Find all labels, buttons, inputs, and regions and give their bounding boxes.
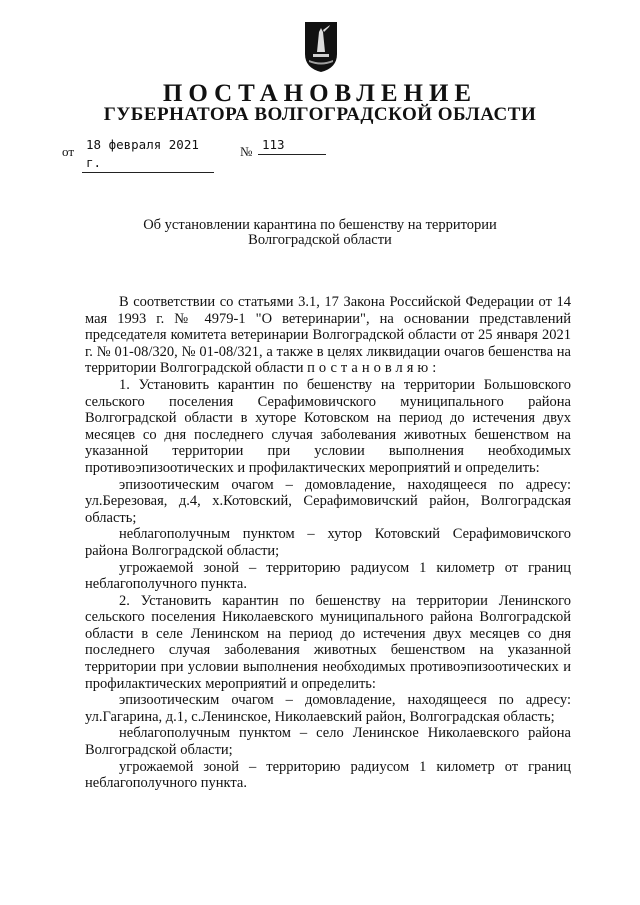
document-date: 18 февраля 2021 г.: [82, 136, 214, 173]
subject-line-1: Об установлении карантина по бешенству на территории: [143, 217, 497, 233]
clause-2: 2. Установить карантин по бешенству на территории Ленинского сельского поселения Николаевского муниципального района Волгоградской области в селе Ленинском на период до истечения двух месяцев со дня последнего случая заболевания животных бешенством на указанной территории при условии выполнения необходимых противоэпизоотических и профилактических мероприятий и определить:: [85, 592, 571, 692]
preamble-text: В соответствии со статьями 3.1, 17 Закона Российской Федерации от 14 мая 1993 г. № 4979-1 "О ветеринарии", на основании представлений председателя комитета ветеринарии Волгоградской области от 25 января 2021 г. № 01-08/320, № 01-08/321, а также в целях ликвидации очагов бешенства на территории Волгоградской области: [85, 294, 571, 377]
document-number: 113: [258, 136, 326, 155]
resolve-word: постановляю:: [307, 360, 441, 377]
document-type-title: ПОСТАНОВЛЕНИЕ: [162, 80, 478, 107]
clause-2-point: неблагополучным пунктом – село Ленинское Николаевского района Волгоградской области;: [85, 725, 571, 759]
coat-of-arms-icon: [303, 18, 339, 74]
clause-2-zone: угрожаемой зоной – территорию радиусом 1 километр от границ неблагополучного пункта.: [85, 758, 571, 792]
clause-1: 1. Установить карантин по бешенству на территории Большовского сельского поселения Серафимовичского муниципального района Волгоградской области в хуторе Котовском на период до истечения двух месяцев со дня последнего случая заболевания животных бешенством на указанной территории при условии выполнения необходимых противоэпизоотических и профилактических мероприятий и определить:: [85, 376, 571, 476]
issuer-title: ГУБЕРНАТОРА ВОЛГОГРАДСКОЙ ОБЛАСТИ: [103, 104, 537, 125]
subject-line-2: Волгоградской области: [248, 232, 392, 248]
document-body: [85, 294, 571, 792]
clause-2-focus: эпизоотическим очагом – домовладение, находящееся по адресу: ул.Гагарина, д.1, с.Ленинское, Николаевский район, Волгоградская область;: [85, 692, 571, 725]
clause-1-focus: эпизоотическим очагом – домовладение, находящееся по адресу: ул.Березовая, д.4, х.Котовский, Серафимовичский район, Волгоградская область;: [85, 476, 571, 526]
date-prefix-label: от: [62, 144, 75, 159]
clause-1-point: неблагополучным пунктом – хутор Котовский Серафимовичского района Волгоградской области;: [85, 526, 571, 559]
document-meta: [62, 136, 562, 170]
clause-1-zone: угрожаемой зоной – территорию радиусом 1 километр от границ неблагополучного пункта.: [85, 559, 571, 593]
preamble-paragraph: [85, 294, 571, 377]
document-subject: [0, 218, 640, 248]
number-label: №: [240, 144, 253, 159]
